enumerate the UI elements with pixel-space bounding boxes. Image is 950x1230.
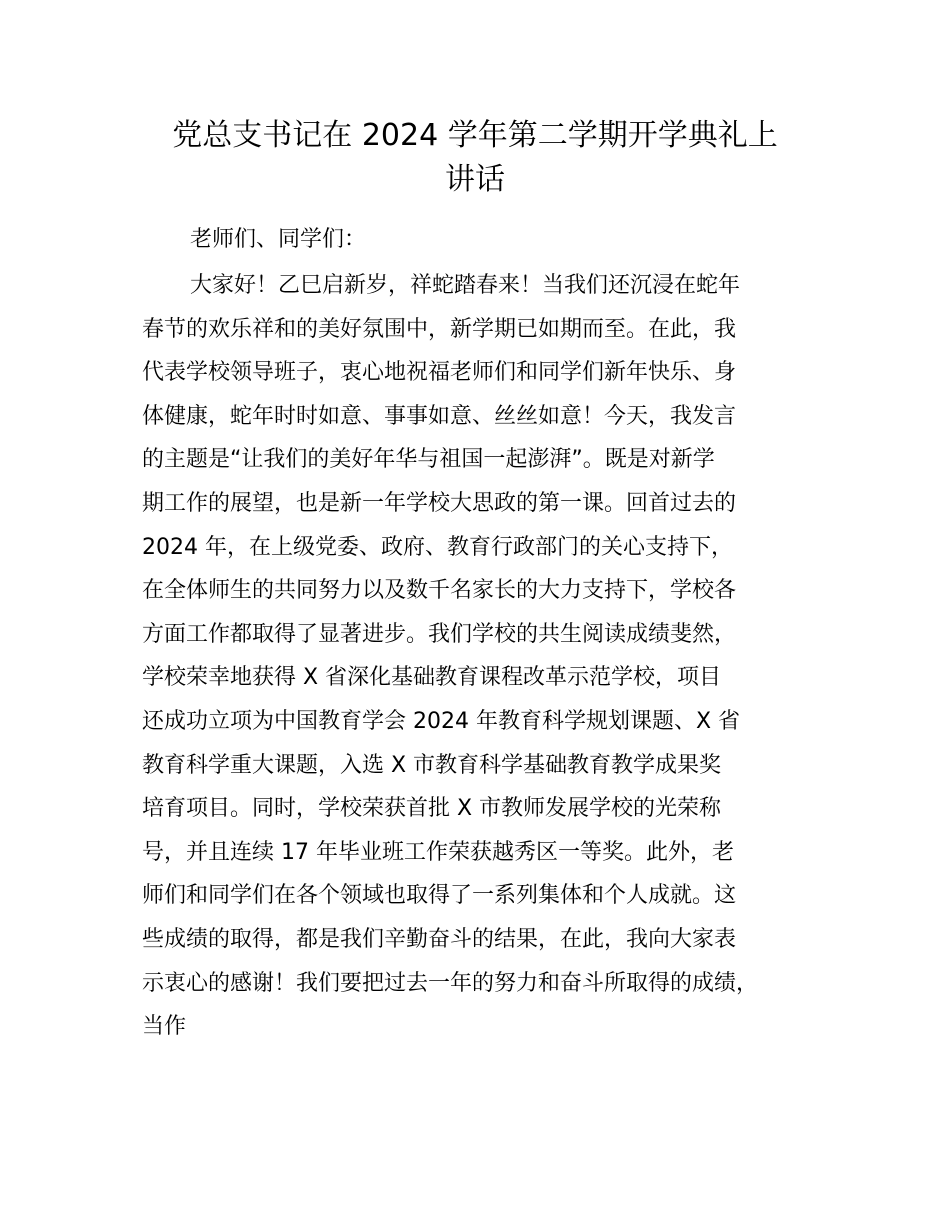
salutation: 老师们、同学们： bbox=[190, 227, 367, 252]
body-line: 方面工作都取得了显著进步。我们学校的共生阅读成绩斐然， bbox=[142, 621, 737, 647]
body-line: 的主题是“让我们的美好年华与祖国一起澎湃”。既是对新学 bbox=[142, 447, 715, 473]
body-line: 体健康，蛇年时时如意、事事如意、丝丝如意！今天，我发言 bbox=[142, 403, 737, 429]
body-line: 春节的欢乐祥和的美好氛围中，新学期已如期而至。在此，我 bbox=[142, 316, 737, 342]
body-line: 还成功立项为中国教育学会 2024 年教育科学规划课题、X 省 bbox=[142, 708, 741, 734]
body-line: 大家好！乙巳启新岁，祥蛇踏春来！当我们还沉浸在蛇年 bbox=[190, 273, 741, 298]
body-line: 期工作的展望，也是新一年学校大思政的第一课。回首过去的 bbox=[142, 490, 737, 516]
speech-body bbox=[142, 264, 862, 1049]
body-line: 师们和同学们在各个领域也取得了一系列集体和个人成就。这 bbox=[142, 883, 737, 909]
body-line: 在全体师生的共同努力以及数千名家长的大力支持下，学校各 bbox=[142, 578, 737, 604]
body-line: 当作 bbox=[142, 1014, 187, 1040]
body-line: 号，并且连续 17 年毕业班工作荣获越秀区一等奖。此外，老 bbox=[142, 839, 734, 865]
body-line: 些成绩的取得，都是我们辛勤奋斗的结果，在此，我向大家表 bbox=[142, 926, 737, 952]
body-line: 代表学校领导班子，衷心地祝福老师们和同学们新年快乐、身 bbox=[142, 360, 737, 386]
body-line: 培育项目。同时，学校荣获首批 X 市教师发展学校的光荣称 bbox=[142, 796, 722, 822]
document-title bbox=[100, 114, 850, 202]
title-line-2: 讲话 bbox=[445, 162, 505, 197]
body-line: 2024 年，在上级党委、政府、教育行政部门的关心支持下， bbox=[142, 534, 733, 560]
body-line: 教育科学重大课题，入选 X 市教育科学基础教育教学成果奖 bbox=[142, 752, 722, 778]
body-line: 学校荣幸地获得 X 省深化基础教育课程改革示范学校，项目 bbox=[142, 665, 722, 691]
body-line: 示衷心的感谢！我们要把过去一年的努力和奋斗所取得的成绩， bbox=[142, 970, 759, 996]
title-line-1: 党总支书记在 2024 学年第二学期开学典礼上 bbox=[172, 118, 778, 153]
